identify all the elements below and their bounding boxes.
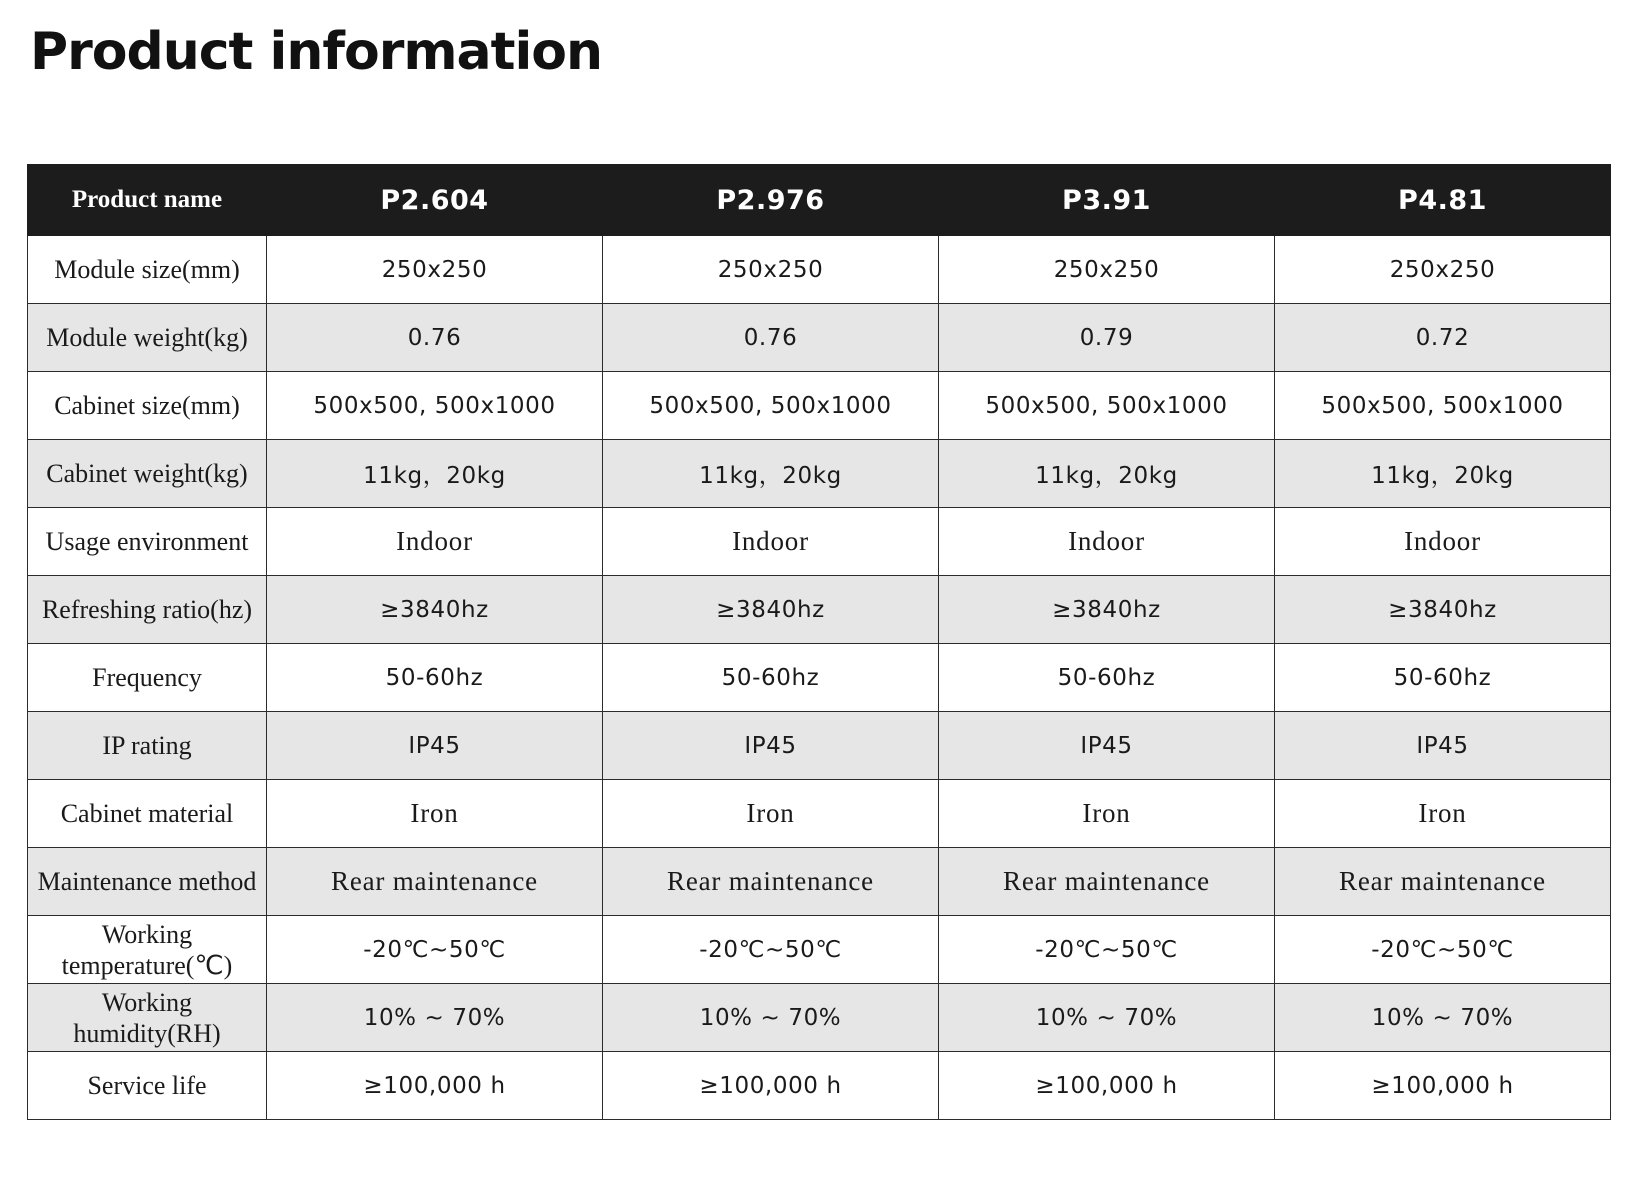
row-value-p4-81: 50-60hz xyxy=(1275,644,1611,712)
table-body xyxy=(28,236,1611,1120)
row-label: IP rating xyxy=(28,712,267,780)
row-label: Module size(mm) xyxy=(28,236,267,304)
row-label: Maintenance method xyxy=(28,848,267,916)
row-value-p3-91: 0.79 xyxy=(939,304,1275,372)
table-row xyxy=(28,780,1611,848)
row-label: Cabinet size(mm) xyxy=(28,372,267,440)
row-value-p3-91: ≥3840hz xyxy=(939,576,1275,644)
row-value-p2-976: 11kg，20kg xyxy=(603,440,939,508)
row-value-p2-976: Indoor xyxy=(603,508,939,576)
row-value-p2-604: Indoor xyxy=(267,508,603,576)
row-value-p2-604: IP45 xyxy=(267,712,603,780)
row-value-p2-604: Rear maintenance xyxy=(267,848,603,916)
row-value-p2-976: Iron xyxy=(603,780,939,848)
row-value-p3-91: ≥100,000 h xyxy=(939,1052,1275,1120)
table-row xyxy=(28,372,1611,440)
product-name-header: Product name xyxy=(28,165,267,236)
row-value-p2-976: ≥3840hz xyxy=(603,576,939,644)
row-value-p4-81: Indoor xyxy=(1275,508,1611,576)
row-value-p4-81: 10% ~ 70% xyxy=(1275,984,1611,1052)
table-row xyxy=(28,304,1611,372)
page-title: Product information xyxy=(30,22,603,82)
table-row xyxy=(28,508,1611,576)
row-value-p4-81: -20℃~50℃ xyxy=(1275,916,1611,984)
row-value-p4-81: 0.72 xyxy=(1275,304,1611,372)
row-value-p4-81: IP45 xyxy=(1275,712,1611,780)
row-value-p3-91: Iron xyxy=(939,780,1275,848)
row-value-p2-976: 250x250 xyxy=(603,236,939,304)
row-value-p2-604: Iron xyxy=(267,780,603,848)
row-value-p4-81: Rear maintenance xyxy=(1275,848,1611,916)
row-value-p4-81: ≥100,000 h xyxy=(1275,1052,1611,1120)
row-label: Cabinet weight(kg) xyxy=(28,440,267,508)
product-spec-table xyxy=(27,164,1611,1120)
row-value-p2-604: 250x250 xyxy=(267,236,603,304)
table-row xyxy=(28,440,1611,508)
table-row xyxy=(28,576,1611,644)
row-value-p2-604: 11kg，20kg xyxy=(267,440,603,508)
row-value-p3-91: 10% ~ 70% xyxy=(939,984,1275,1052)
row-label: Working temperature(℃) xyxy=(28,916,267,984)
row-value-p3-91: -20℃~50℃ xyxy=(939,916,1275,984)
row-label: Working humidity(RH) xyxy=(28,984,267,1052)
row-value-p2-976: 500x500, 500x1000 xyxy=(603,372,939,440)
row-label: Service life xyxy=(28,1052,267,1120)
row-value-p3-91: Rear maintenance xyxy=(939,848,1275,916)
model-header-p2-976: P2.976 xyxy=(603,165,939,236)
row-label: Module weight(kg) xyxy=(28,304,267,372)
row-value-p2-976: 50-60hz xyxy=(603,644,939,712)
row-value-p2-976: IP45 xyxy=(603,712,939,780)
table-row xyxy=(28,848,1611,916)
table-row xyxy=(28,236,1611,304)
table-row xyxy=(28,712,1611,780)
row-value-p2-604: -20℃~50℃ xyxy=(267,916,603,984)
row-value-p3-91: IP45 xyxy=(939,712,1275,780)
row-value-p4-81: 500x500, 500x1000 xyxy=(1275,372,1611,440)
row-value-p4-81: 11kg，20kg xyxy=(1275,440,1611,508)
row-value-p2-604: 10% ~ 70% xyxy=(267,984,603,1052)
row-value-p3-91: 11kg，20kg xyxy=(939,440,1275,508)
row-value-p2-604: 0.76 xyxy=(267,304,603,372)
model-header-p3-91: P3.91 xyxy=(939,165,1275,236)
table-row xyxy=(28,984,1611,1052)
row-value-p4-81: 250x250 xyxy=(1275,236,1611,304)
row-value-p2-976: Rear maintenance xyxy=(603,848,939,916)
row-value-p2-604: ≥100,000 h xyxy=(267,1052,603,1120)
row-value-p4-81: ≥3840hz xyxy=(1275,576,1611,644)
row-label: Usage environment xyxy=(28,508,267,576)
row-label: Frequency xyxy=(28,644,267,712)
table-row xyxy=(28,644,1611,712)
row-value-p2-604: 500x500, 500x1000 xyxy=(267,372,603,440)
model-header-p4-81: P4.81 xyxy=(1275,165,1611,236)
row-value-p3-91: 50-60hz xyxy=(939,644,1275,712)
row-value-p2-604: ≥3840hz xyxy=(267,576,603,644)
row-value-p3-91: 500x500, 500x1000 xyxy=(939,372,1275,440)
row-value-p2-604: 50-60hz xyxy=(267,644,603,712)
table-header-row xyxy=(28,165,1611,236)
row-value-p2-976: ≥100,000 h xyxy=(603,1052,939,1120)
row-value-p2-976: 0.76 xyxy=(603,304,939,372)
table-row xyxy=(28,1052,1611,1120)
row-label: Cabinet material xyxy=(28,780,267,848)
table-row xyxy=(28,916,1611,984)
row-value-p3-91: Indoor xyxy=(939,508,1275,576)
row-value-p4-81: Iron xyxy=(1275,780,1611,848)
row-label: Refreshing ratio(hz) xyxy=(28,576,267,644)
row-value-p2-976: -20℃~50℃ xyxy=(603,916,939,984)
model-header-p2-604: P2.604 xyxy=(267,165,603,236)
row-value-p2-976: 10% ~ 70% xyxy=(603,984,939,1052)
row-value-p3-91: 250x250 xyxy=(939,236,1275,304)
